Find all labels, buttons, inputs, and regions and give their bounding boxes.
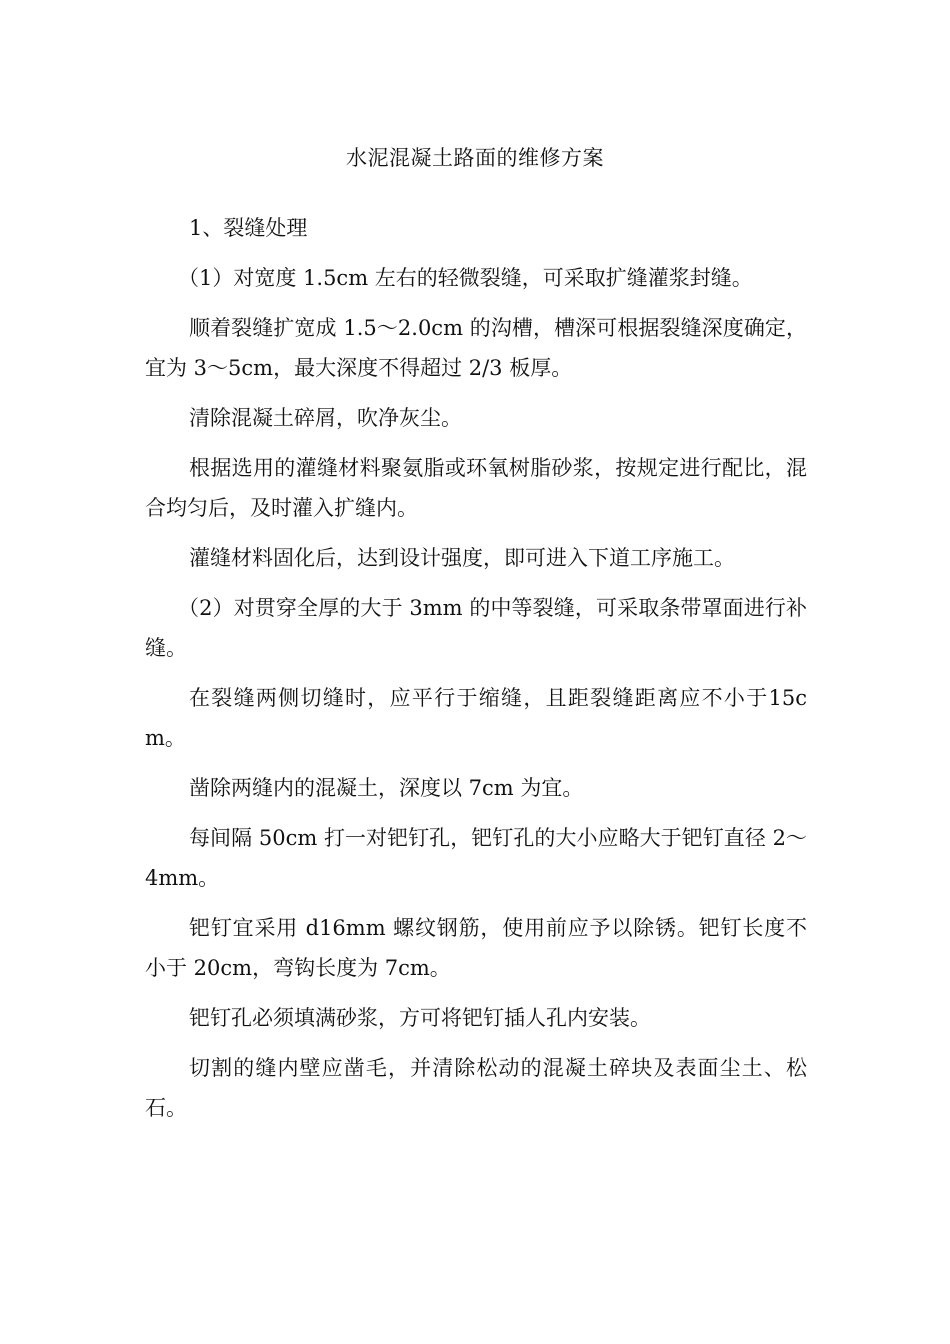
paragraph: 清除混凝土碎屑，吹净灰尘。 — [189, 406, 462, 430]
paragraph: 每间隔 50cm 打一对钯钉孔，钯钉孔的大小应略大于钯钉直径 2～4mm。 — [145, 826, 807, 890]
paragraph: 在裂缝两侧切缝时，应平行于缩缝，且距裂缝距离应不小于15cm。 — [145, 686, 807, 750]
paragraph: 钯钉宜采用 d16mm 螺纹钢筋，使用前应予以除锈。钯钉长度不小于 20cm，弯钩长度为 7cm。 — [145, 916, 807, 980]
document-body — [145, 208, 807, 1138]
paragraph: 钯钉孔必须填满砂浆，方可将钯钉插人孔内安装。 — [189, 1006, 651, 1030]
paragraph: 根据选用的灌缝材料聚氨脂或环氧树脂砂浆，按规定进行配比，混合均匀后，及时灌入扩缝内。 — [145, 456, 807, 520]
document-title: 水泥混凝土路面的维修方案 — [346, 146, 604, 170]
paragraph: （1）对宽度 1.5cm 左右的轻微裂缝，可采取扩缝灌浆封缝。 — [178, 266, 753, 290]
paragraph: 切割的缝内壁应凿毛，并清除松动的混凝土碎块及表面尘土、松石。 — [145, 1056, 807, 1120]
paragraph: （2）对贯穿全厚的大于 3mm 的中等裂缝，可采取条带罩面进行补缝。 — [145, 596, 807, 660]
paragraph: 灌缝材料固化后，达到设计强度，即可进入下道工序施工。 — [189, 546, 735, 570]
paragraph: 顺着裂缝扩宽成 1.5～2.0cm 的沟槽，槽深可根据裂缝深度确定，宜为 3～5cm，最大深度不得超过 2/3 板厚。 — [145, 316, 807, 380]
section-heading: 1、裂缝处理 — [189, 216, 308, 240]
paragraph: 凿除两缝内的混凝土，深度以 7cm 为宜。 — [189, 776, 584, 800]
